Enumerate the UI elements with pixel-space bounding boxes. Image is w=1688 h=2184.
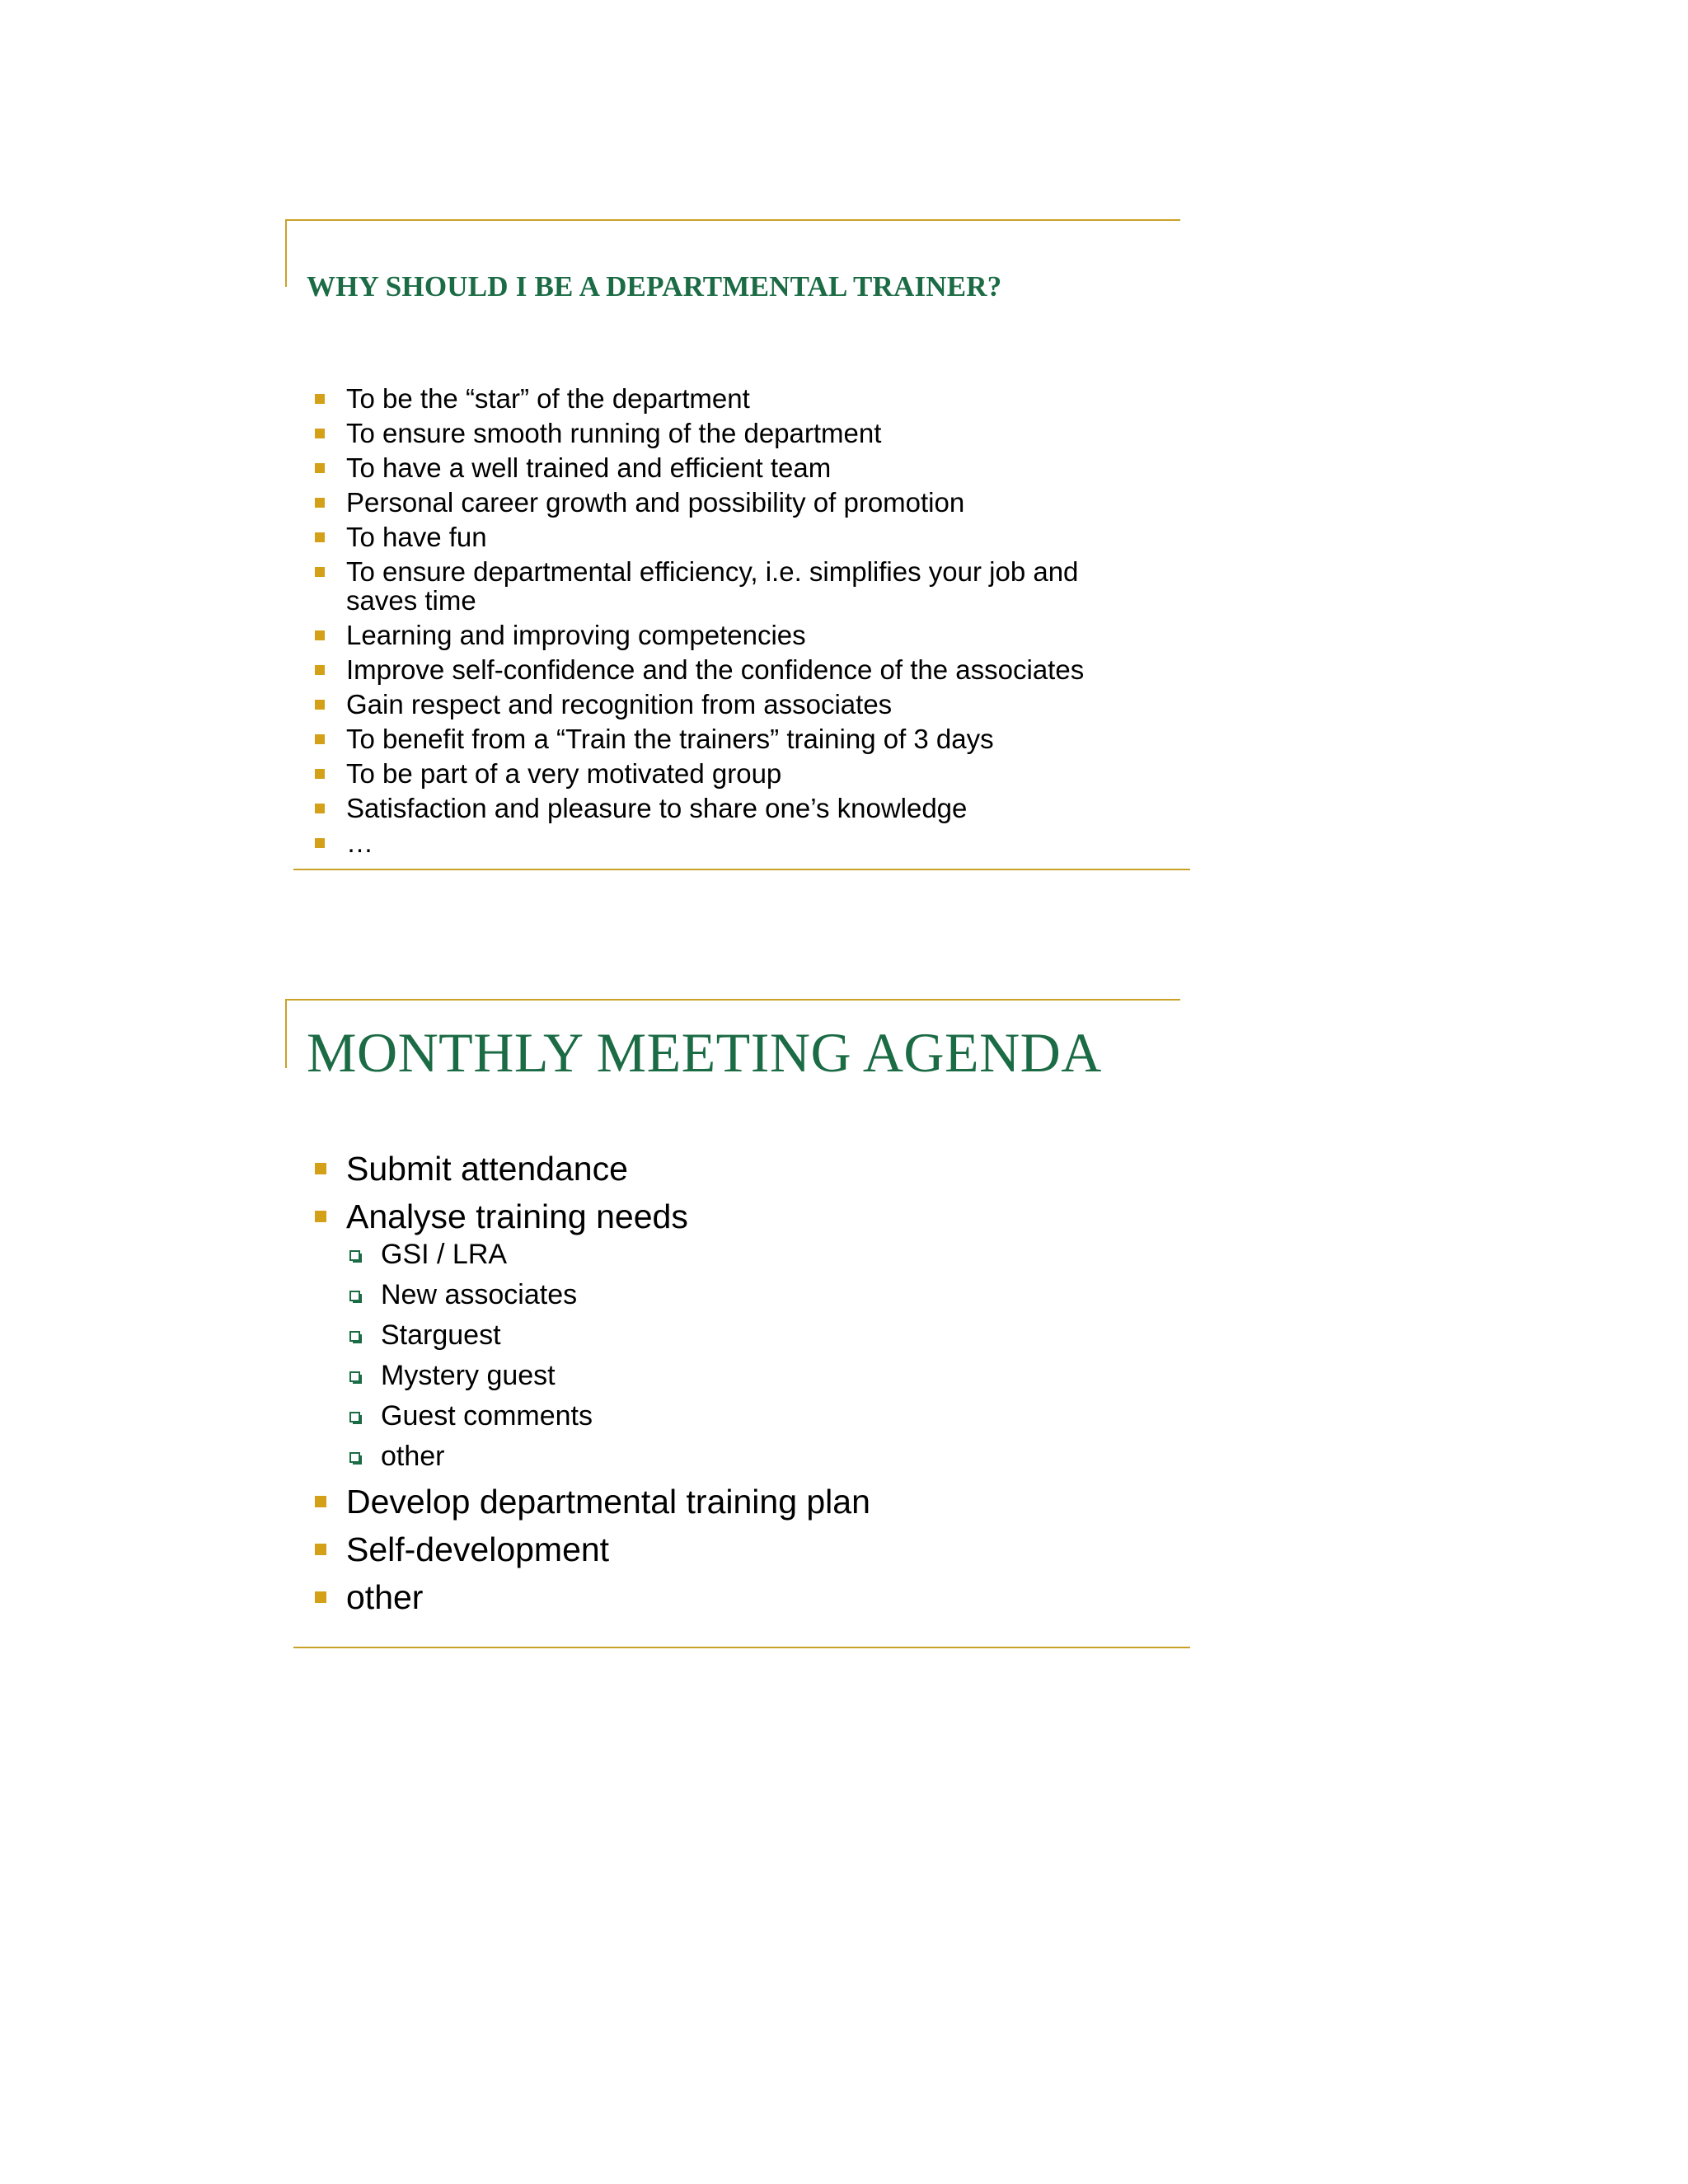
list-item-text: To be the “star” of the department	[346, 383, 750, 414]
list-item-text: Personal career growth and possibility of promotion	[346, 487, 965, 518]
square-bullet-icon	[315, 700, 325, 710]
sublist-item	[346, 1238, 1184, 1272]
slide-title: MONTHLY MEETING AGENDA	[307, 1021, 1102, 1084]
square-bullet-icon	[315, 1496, 326, 1507]
list-item	[310, 828, 1184, 857]
list-item	[310, 655, 1184, 684]
agenda-item	[310, 1149, 1184, 1188]
title-frame-top-rule	[285, 219, 1180, 221]
hollow-square-bullet-icon	[349, 1250, 360, 1261]
list-item-text: …	[346, 827, 373, 858]
list-item	[310, 453, 1184, 482]
agenda-item-text: Self-development	[346, 1530, 610, 1568]
square-bullet-icon	[315, 1544, 326, 1555]
square-bullet-icon	[315, 567, 325, 577]
slide-title: WHY SHOULD I BE A DEPARTMENTAL TRAINER?	[307, 270, 1002, 302]
list-item-text: Improve self-confidence and the confidence of the associates	[346, 654, 1085, 685]
list-item	[310, 384, 1184, 413]
slide-why-trainer	[285, 219, 1190, 872]
agenda-item-text: Submit attendance	[346, 1150, 628, 1188]
list-item-text: To have fun	[346, 522, 487, 552]
list-item	[310, 759, 1184, 788]
sublist-item-text: Guest comments	[381, 1400, 593, 1432]
agenda-item-text: Analyse training needs	[346, 1197, 688, 1235]
square-bullet-icon	[315, 838, 325, 848]
square-bullet-icon	[315, 769, 325, 779]
agenda-item	[310, 1197, 1184, 1474]
sublist-item-text: GSI / LRA	[381, 1239, 508, 1270]
square-bullet-icon	[315, 498, 325, 508]
list-item	[310, 419, 1184, 448]
agenda-item-text: other	[346, 1578, 424, 1616]
list-item-text: Learning and improving competencies	[346, 620, 806, 650]
slide-bottom-rule	[293, 869, 1190, 870]
sublist-item	[346, 1440, 1184, 1474]
list-item-text: To ensure departmental efficiency, i.e. simplifies your job and saves time	[346, 556, 1079, 616]
slide-monthly-meeting-agenda	[285, 999, 1190, 1652]
list-item-text: To have a well trained and efficient team	[346, 452, 832, 483]
square-bullet-icon	[315, 1211, 326, 1222]
list-item-text: To be part of a very motivated group	[346, 758, 782, 789]
agenda-item	[310, 1482, 1184, 1521]
sublist-item-text: Mystery guest	[381, 1360, 556, 1391]
title-frame-left-rule	[285, 999, 287, 1068]
square-bullet-icon	[315, 630, 325, 640]
list-item	[310, 794, 1184, 823]
title-frame-left-rule	[285, 219, 287, 287]
sublist-item-text: New associates	[381, 1279, 578, 1310]
square-bullet-icon	[315, 394, 325, 404]
sublist-item	[346, 1278, 1184, 1312]
hollow-square-bullet-icon	[349, 1331, 360, 1342]
list-item	[310, 724, 1184, 753]
list-item-text: Satisfaction and pleasure to share one’s knowledge	[346, 793, 968, 823]
slide-bottom-rule	[293, 1647, 1190, 1648]
sublist-item-text: Starguest	[381, 1319, 501, 1351]
agenda-item	[310, 1577, 1184, 1617]
square-bullet-icon	[315, 665, 325, 675]
hollow-square-bullet-icon	[349, 1452, 360, 1463]
square-bullet-icon	[315, 734, 325, 744]
sublist-item	[346, 1399, 1184, 1433]
hollow-square-bullet-icon	[349, 1371, 360, 1382]
square-bullet-icon	[315, 463, 325, 473]
square-bullet-icon	[315, 1591, 326, 1603]
sublist-item	[346, 1359, 1184, 1393]
title-frame-top-rule	[285, 999, 1180, 1001]
list-item	[310, 488, 1184, 517]
square-bullet-icon	[315, 532, 325, 542]
agenda-list	[310, 1149, 1184, 1625]
agenda-item	[310, 1530, 1184, 1569]
list-item-text: Gain respect and recognition from associates	[346, 689, 893, 719]
list-item	[310, 523, 1184, 551]
hollow-square-bullet-icon	[349, 1291, 360, 1301]
training-needs-sublist	[346, 1238, 1184, 1474]
list-item-text: To ensure smooth running of the department	[346, 418, 882, 448]
list-item	[310, 690, 1184, 719]
list-item	[310, 557, 1184, 615]
square-bullet-icon	[315, 804, 325, 813]
agenda-item-text: Develop departmental training plan	[346, 1483, 870, 1521]
square-bullet-icon	[315, 429, 325, 438]
bullet-list	[310, 384, 1184, 863]
hollow-square-bullet-icon	[349, 1412, 360, 1422]
sublist-item-text: other	[381, 1441, 445, 1472]
list-item-text: To benefit from a “Train the trainers” training of 3 days	[346, 724, 994, 754]
square-bullet-icon	[315, 1163, 326, 1174]
sublist-item	[346, 1319, 1184, 1352]
list-item	[310, 621, 1184, 649]
